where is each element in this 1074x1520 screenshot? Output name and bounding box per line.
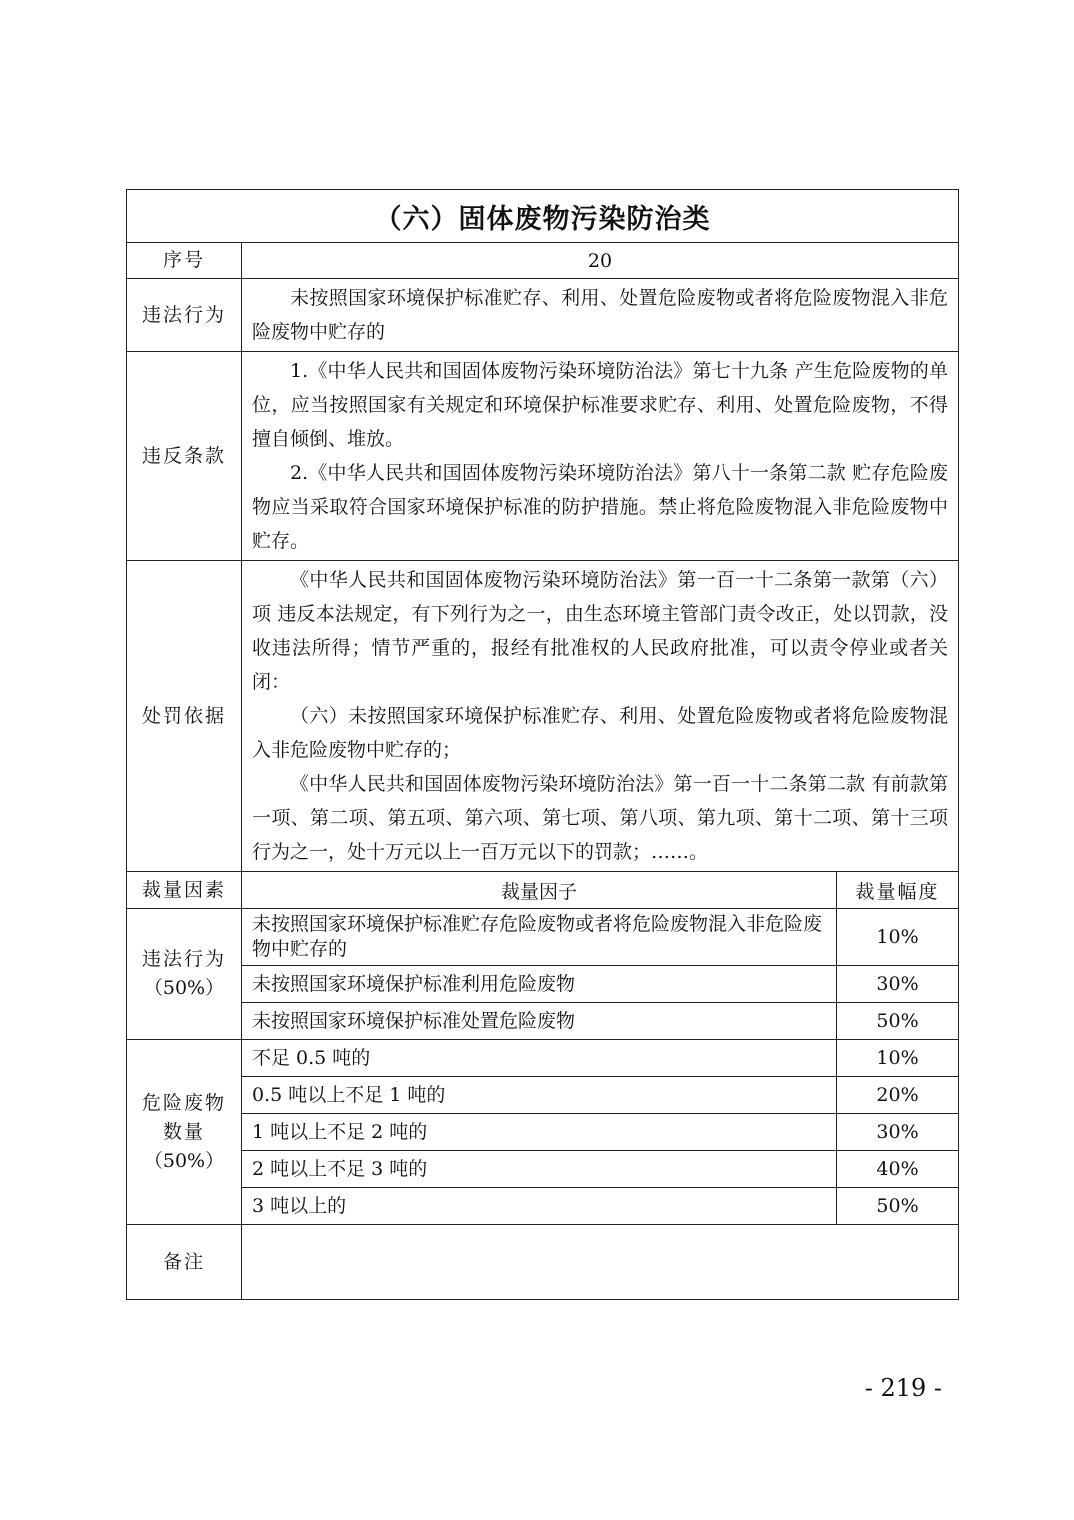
factor-cell: 2 吨以上不足 3 吨的 [242, 1151, 837, 1188]
violated-articles-cell [242, 352, 959, 561]
table-row [127, 1114, 959, 1151]
factor-cell: 3 吨以上的 [242, 1188, 837, 1225]
penalty-basis-cell [242, 561, 959, 872]
table-row [127, 966, 959, 1003]
serial-row [127, 243, 959, 279]
factor-cell: 未按照国家环境保护标准贮存危险废物或者将危险废物混入非危险废物中贮存的 [242, 909, 837, 966]
pct-cell: 20% [837, 1077, 959, 1114]
violation-group-label-line: 违法行为 [141, 948, 226, 970]
page-number: - 219 - [864, 1374, 942, 1402]
table-row [127, 909, 959, 966]
penalty-basis-label: 处罚依据 [127, 561, 242, 872]
factor-cell: 未按照国家环境保护标准处置危险废物 [242, 1003, 837, 1040]
remarks-row [127, 1225, 959, 1300]
violation-label: 违法行为 [127, 279, 242, 352]
pct-cell: 30% [837, 966, 959, 1003]
violated-articles-label: 违反条款 [127, 352, 242, 561]
basis-paragraph: （六）未按照国家环境保护标准贮存、利用、处置危险废物或者将危险废物混入非危险废物中贮存的； [252, 705, 949, 761]
quantity-group-label-line: 危险废物 [141, 1091, 226, 1114]
table-row [127, 1188, 959, 1225]
table-row [127, 1077, 959, 1114]
table-row [127, 1040, 959, 1077]
quantity-group-label-line: 数量 [162, 1120, 205, 1143]
penalty-basis-row [127, 561, 959, 872]
serial-value: 20 [242, 243, 959, 279]
factor-label: 裁量因素 [127, 872, 242, 909]
factor-cell: 1 吨以上不足 2 吨的 [242, 1114, 837, 1151]
table-row [127, 1151, 959, 1188]
violation-row [127, 279, 959, 352]
quantity-group-weight: （50%） [143, 1149, 225, 1172]
remarks-value [242, 1225, 959, 1300]
violation-cell [242, 279, 959, 352]
pct-cell: 10% [837, 1040, 959, 1077]
table-title: （六）固体废物污染防治类 [127, 190, 959, 243]
title-row [127, 190, 959, 243]
range-column-header: 裁量幅度 [837, 872, 959, 909]
remarks-label: 备注 [127, 1225, 242, 1300]
discretion-header-row [127, 872, 959, 909]
penalty-standard-table [126, 189, 959, 1300]
factor-cell: 0.5 吨以上不足 1 吨的 [242, 1077, 837, 1114]
article-paragraph: 1.《中华人民共和国固体废物污染环境防治法》第七十九条 产生危险废物的单位，应当按照国家有关规定和环境保护标准要求贮存、利用、处置危险废物，不得擅自倾倒、堆放。 [252, 360, 949, 450]
violation-group-label [127, 909, 242, 1040]
pct-cell: 50% [837, 1003, 959, 1040]
factor-column-header: 裁量因子 [242, 872, 837, 909]
violation-group-weight: （50%） [143, 977, 225, 999]
factor-cell: 未按照国家环境保护标准利用危险废物 [242, 966, 837, 1003]
basis-paragraph: 《中华人民共和国固体废物污染环境防治法》第一百一十二条第一款第（六）项 违反本法规定，有下列行为之一，由生态环境主管部门责令改正，处以罚款，没收违法所得；情节严重的，报经有批准权的人民政府批准，可以责令停业或者关闭： [252, 569, 949, 693]
table-row [127, 1003, 959, 1040]
violated-articles-row [127, 352, 959, 561]
serial-label: 序号 [127, 243, 242, 279]
pct-cell: 10% [837, 909, 959, 966]
violation-text: 未按照国家环境保护标准贮存、利用、处置危险废物或者将危险废物混入非危险废物中贮存的 [252, 287, 949, 343]
quantity-group-label [127, 1040, 242, 1225]
article-paragraph: 2.《中华人民共和国固体废物污染环境防治法》第八十一条第二款 贮存危险废物应当采取符合国家环境保护标准的防护措施。禁止将危险废物混入非危险废物中贮存。 [252, 462, 949, 552]
basis-paragraph: 《中华人民共和国固体废物污染环境防治法》第一百一十二条第二款 有前款第一项、第二项、第五项、第六项、第七项、第八项、第九项、第十二项、第十三项行为之一，处十万元以上一百万元以下的罚款；……。 [252, 773, 949, 863]
pct-cell: 30% [837, 1114, 959, 1151]
pct-cell: 50% [837, 1188, 959, 1225]
pct-cell: 40% [837, 1151, 959, 1188]
factor-cell: 不足 0.5 吨的 [242, 1040, 837, 1077]
